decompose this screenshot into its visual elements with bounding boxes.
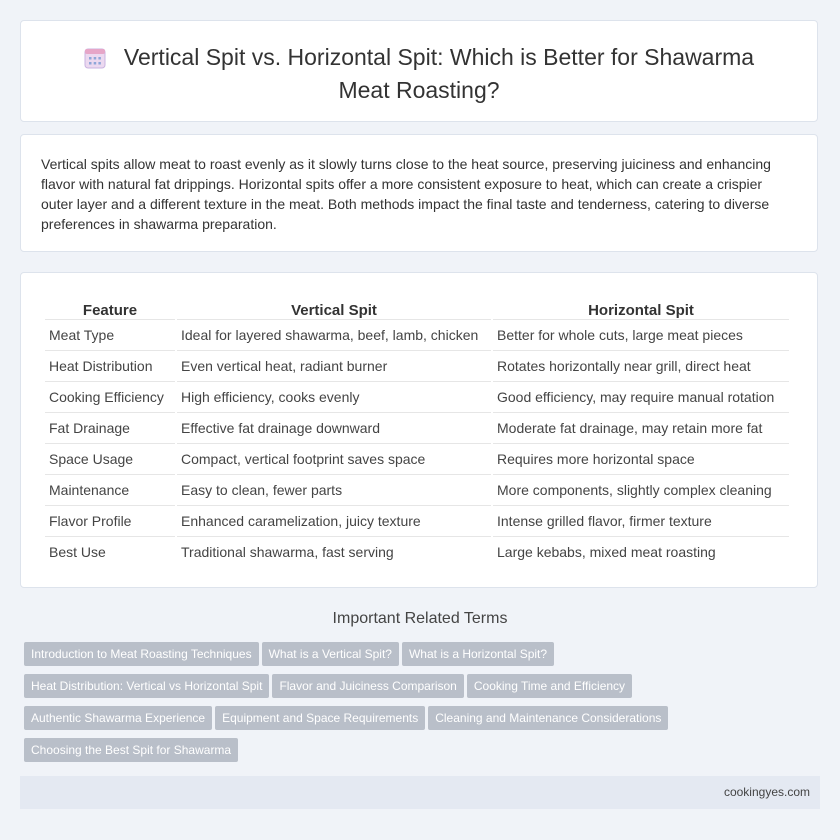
cell-feature: Heat Distribution (45, 350, 175, 381)
cell-feature: Meat Type (45, 319, 175, 350)
related-term-tag[interactable]: Equipment and Space Requirements (215, 706, 425, 730)
related-term-tag[interactable]: Flavor and Juiciness Comparison (272, 674, 463, 698)
header-vertical-spit: Vertical Spit (291, 302, 377, 319)
related-terms-title: Important Related Terms (332, 610, 508, 627)
cell-horizontal-spit: Large kebabs, mixed meat roasting (493, 536, 789, 567)
cell-horizontal-spit: Better for whole cuts, large meat pieces (493, 319, 789, 350)
related-term-tag[interactable]: Authentic Shawarma Experience (24, 706, 212, 730)
cell-feature: Cooking Efficiency (45, 381, 175, 412)
title-card (20, 20, 818, 122)
table-row (45, 381, 789, 412)
related-terms-row (24, 706, 724, 738)
related-term-tag[interactable]: Heat Distribution: Vertical vs Horizontal Spit (24, 674, 269, 698)
footer-site: cookingyes.com (723, 785, 810, 799)
related-terms-list (24, 642, 724, 770)
cell-feature: Fat Drainage (45, 412, 175, 443)
related-term-tag[interactable]: What is a Vertical Spit? (262, 642, 399, 666)
header-horizontal-spit: Horizontal Spit (588, 302, 694, 319)
cell-feature: Maintenance (45, 474, 175, 505)
table-row (45, 443, 789, 474)
calendar-icon (84, 47, 106, 76)
related-terms-row (24, 738, 724, 770)
table-row (45, 412, 789, 443)
related-term-tag[interactable]: Cooking Time and Efficiency (467, 674, 632, 698)
related-term-tag[interactable]: Cleaning and Maintenance Considerations (428, 706, 668, 730)
related-term-tag[interactable]: Choosing the Best Spit for Shawarma (24, 738, 238, 762)
cell-vertical-spit: Enhanced caramelization, juicy texture (177, 505, 491, 536)
comparison-table (43, 295, 791, 567)
cell-vertical-spit: Compact, vertical footprint saves space (177, 443, 491, 474)
page-title: Vertical Spit vs. Horizontal Spit: Which is Better for Shawarma Meat Roasting? (123, 44, 755, 103)
table-row (45, 474, 789, 505)
cell-horizontal-spit: Intense grilled flavor, firmer texture (493, 505, 789, 536)
related-terms-row (24, 674, 724, 706)
comparison-card (20, 272, 818, 588)
cell-vertical-spit: Easy to clean, fewer parts (177, 474, 491, 505)
cell-horizontal-spit: Good efficiency, may require manual rotation (493, 381, 789, 412)
cell-vertical-spit: Even vertical heat, radiant burner (177, 350, 491, 381)
cell-vertical-spit: High efficiency, cooks evenly (177, 381, 491, 412)
page-title-wrap (61, 43, 777, 105)
table-row (45, 505, 789, 536)
related-terms-row (24, 642, 724, 674)
table-header-row (45, 295, 789, 319)
cell-vertical-spit: Traditional shawarma, fast serving (177, 536, 491, 567)
table-row (45, 536, 789, 567)
related-term-tag[interactable]: Introduction to Meat Roasting Techniques (24, 642, 259, 666)
intro-paragraph: Vertical spits allow meat to roast evenly as it slowly turns close to the heat source, preserving juiciness and enhancing flavor with natural fat drippings. Horizontal spits offer a more consistent exposure to heat, which can create a crispier outer layer and a different texture in the meat. Both methods impact the final taste and tenderness, catering to diverse preferences in shawarma preparation. (41, 156, 771, 232)
cell-horizontal-spit: Moderate fat drainage, may retain more fat (493, 412, 789, 443)
cell-vertical-spit: Ideal for layered shawarma, beef, lamb, chicken (177, 319, 491, 350)
intro-card (20, 134, 818, 252)
cell-feature: Space Usage (45, 443, 175, 474)
cell-feature: Best Use (45, 536, 175, 567)
footer (20, 776, 820, 809)
table-row (45, 319, 789, 350)
header-feature: Feature (82, 302, 138, 319)
related-term-tag[interactable]: What is a Horizontal Spit? (402, 642, 554, 666)
cell-horizontal-spit: Requires more horizontal space (493, 443, 789, 474)
table-body (45, 319, 789, 567)
cell-horizontal-spit: Rotates horizontally near grill, direct heat (493, 350, 789, 381)
cell-feature: Flavor Profile (45, 505, 175, 536)
cell-vertical-spit: Effective fat drainage downward (177, 412, 491, 443)
table-row (45, 350, 789, 381)
cell-horizontal-spit: More components, slightly complex cleaning (493, 474, 789, 505)
